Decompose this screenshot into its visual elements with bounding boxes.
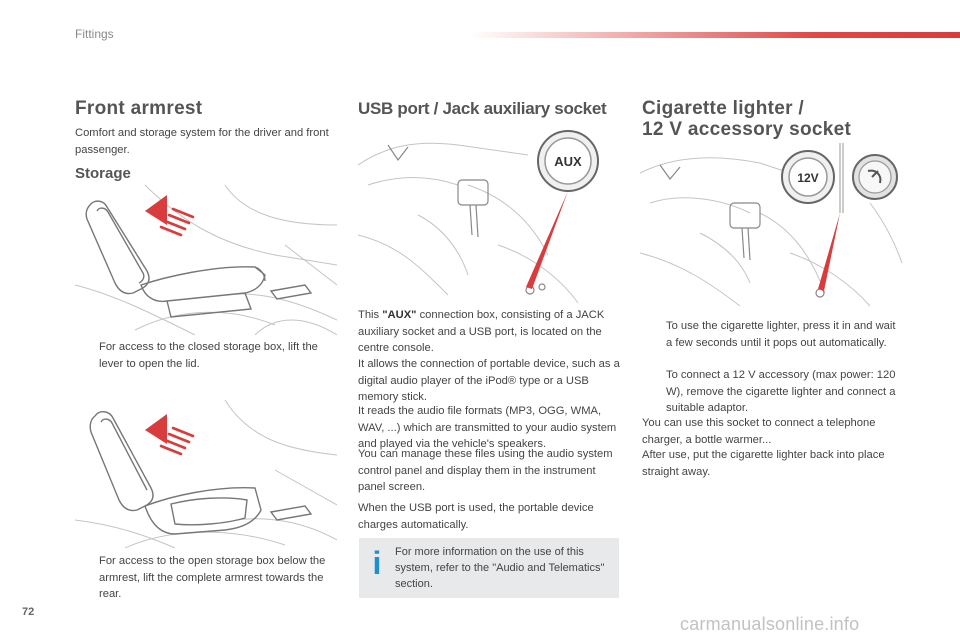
usb-title: USB port / Jack auxiliary socket bbox=[358, 99, 607, 118]
page-number: 72 bbox=[22, 606, 35, 618]
lighter-bullet-2-text: To connect a 12 V accessory (max power: 120 W), remove the cigarette lighter and connect a suitable adaptor. bbox=[666, 369, 896, 414]
lighter-title-line-2: 12 V accessory socket bbox=[642, 119, 852, 140]
lighter-paragraph-2: After use, put the cigarette lighter back into place straight away. bbox=[642, 449, 885, 478]
armrest-bullet-2 bbox=[75, 553, 335, 603]
lighter-paragraph-1: You can use this socket to connect a telephone charger, a bottle warmer... bbox=[642, 417, 876, 446]
lighter-bullet-1 bbox=[642, 318, 904, 351]
usb-p1-pre: This bbox=[358, 309, 383, 321]
section-label: Fittings bbox=[75, 27, 114, 41]
armrest-bullet-2-text: For access to the open storage box below the armrest, lift the complete armrest towards the rear. bbox=[99, 555, 326, 600]
usb-paragraph-1 bbox=[358, 307, 620, 357]
lighter-bullet-2 bbox=[642, 367, 904, 417]
aux-socket-illustration bbox=[358, 125, 620, 305]
lighter-socket-illustration bbox=[640, 143, 904, 308]
aux-socket-label: AUX bbox=[554, 154, 582, 169]
open-storage-illustration bbox=[75, 400, 337, 548]
storage-title: Storage bbox=[75, 165, 131, 182]
header-accent-bar bbox=[470, 32, 960, 38]
usb-paragraph-2: It allows the connection of portable device, such as a digital audio player of the iPod® type or a USB memory stick. bbox=[358, 358, 620, 403]
watermark: carmanualsonline.info bbox=[680, 614, 860, 634]
cigarette-lighter-icon bbox=[840, 143, 897, 213]
usb-paragraph-5: When the USB port is used, the portable device charges automatically. bbox=[358, 502, 594, 531]
info-icon bbox=[369, 544, 385, 578]
info-box bbox=[359, 538, 619, 598]
12v-socket-label: 12V bbox=[797, 171, 819, 185]
aux-name: "AUX" bbox=[382, 309, 417, 321]
armrest-bullet-1 bbox=[75, 339, 335, 372]
lighter-bullet-1-text: To use the cigarette lighter, press it in and wait a few seconds until it pops out automatically. bbox=[666, 320, 896, 349]
closed-storage-illustration bbox=[75, 185, 337, 335]
armrest-title: Front armrest bbox=[75, 98, 203, 119]
usb-paragraph-4: You can manage these files using the audio system control panel and display them in the instrument panel screen. bbox=[358, 448, 613, 493]
armrest-bullet-1-text: For access to the closed storage box, lift the lever to open the lid. bbox=[99, 341, 318, 370]
usb-p1-post: connection box, consisting of a JACK auxiliary socket and a USB port, is located on the centre console. bbox=[358, 309, 605, 354]
info-text: For more information on the use of this system, refer to the "Audio and Telematics" section. bbox=[395, 546, 605, 590]
armrest-intro: Comfort and storage system for the driver and front passenger. bbox=[75, 127, 329, 156]
usb-paragraph-3: It reads the audio file formats (MP3, OGG, WMA, WAV, ...) which are transmitted to your audio system and played via the vehicle's speakers. bbox=[358, 405, 617, 450]
svg-text:i: i bbox=[372, 545, 382, 578]
lighter-title-line-1: Cigarette lighter / bbox=[642, 98, 804, 119]
